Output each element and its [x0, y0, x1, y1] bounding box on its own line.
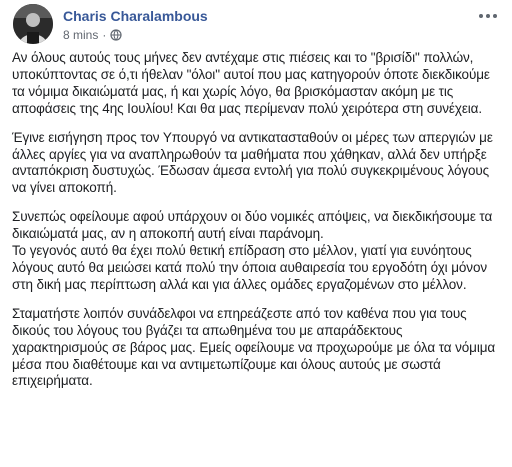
- post-paragraph: Το γεγονός αυτό θα έχει πολύ θετική επίδραση στο μέλλον, γιατί για ευνόητους λόγους αυτό θα μειώσει κατά πολύ την όποια αυθαιρεσία του εργοδότη όχι μόνον στη δική μας περίπτωση αλλά και για άλλες ομάδες εργαζομένων στο μέλλον.: [12, 243, 488, 292]
- globe-icon[interactable]: [110, 29, 122, 41]
- more-dot: [479, 14, 483, 18]
- post-time[interactable]: 8 mins: [63, 28, 99, 42]
- more-dot: [493, 14, 497, 18]
- more-options-icon[interactable]: [476, 8, 500, 24]
- post-paragraph: Αν όλους αυτούς τους μήνες δεν αντέχαμε στις πιέσεις και το "βρισίδι" πολλών, υποκύπτοντας σε ό,τι ήθελαν "όλοι" αυτοί που μας κατηγορούν όποτε διεκδικούμε τα νόμιμα δικαιώματά μας, ή και χωρίς λόγο, θα βρισκόμασταν ακόμη με τις αποφάσεις της 4ης Ιουλίου! Και θα μας περίμεναν πολύ χειρότερα στη συνέχεια.: [12, 50, 490, 116]
- post-paragraph: Έγινε εισήγηση προς τον Υπουργό να αντικατασταθούν οι μέρες των απεργιών με άλλες αργίες για να αναπληρωθούν τα μαθήματα που χάθηκαν, αλλά δεν υπήρξε ανταπόκριση δυστυχώς. Έδωσαν άμεσα εντολή για πολύ συγκεκριμένους λόγους να γίνει αποκοπή.: [12, 129, 493, 196]
- meta-separator: ·: [102, 28, 107, 42]
- more-dot: [486, 14, 490, 18]
- post-paragraph: Συνεπώς οφείλουμε αφού υπάρχουν οι δύο νομικές απόψεις, να διεκδικήσουμε τα δικαιώματά μας, αν η αποκοπή αυτή είναι παράνομη.: [12, 209, 493, 242]
- post-body: [12, 50, 500, 402]
- post-header: [0, 0, 512, 48]
- avatar[interactable]: [13, 4, 53, 44]
- avatar-image: [13, 4, 53, 44]
- post-paragraph: Σταματήστε λοιπόν συνάδελφοι να επηρεάζεστε από τον καθένα που για τους δικούς του λόγους του βγάζει τα απωθημένα του με απαράδεκτους χαρακτηρισμούς σε βάρος μας. Εμείς οφείλουμε να προχωρούμε με όλα τα νόμιμα μέσα που διαθέτουμε και να αντιμετωπίζουμε και όλους αυτούς με σωστά επιχειρήματα.: [12, 305, 496, 389]
- post-meta: [63, 28, 122, 42]
- author-name[interactable]: Charis Charalambous: [63, 8, 208, 24]
